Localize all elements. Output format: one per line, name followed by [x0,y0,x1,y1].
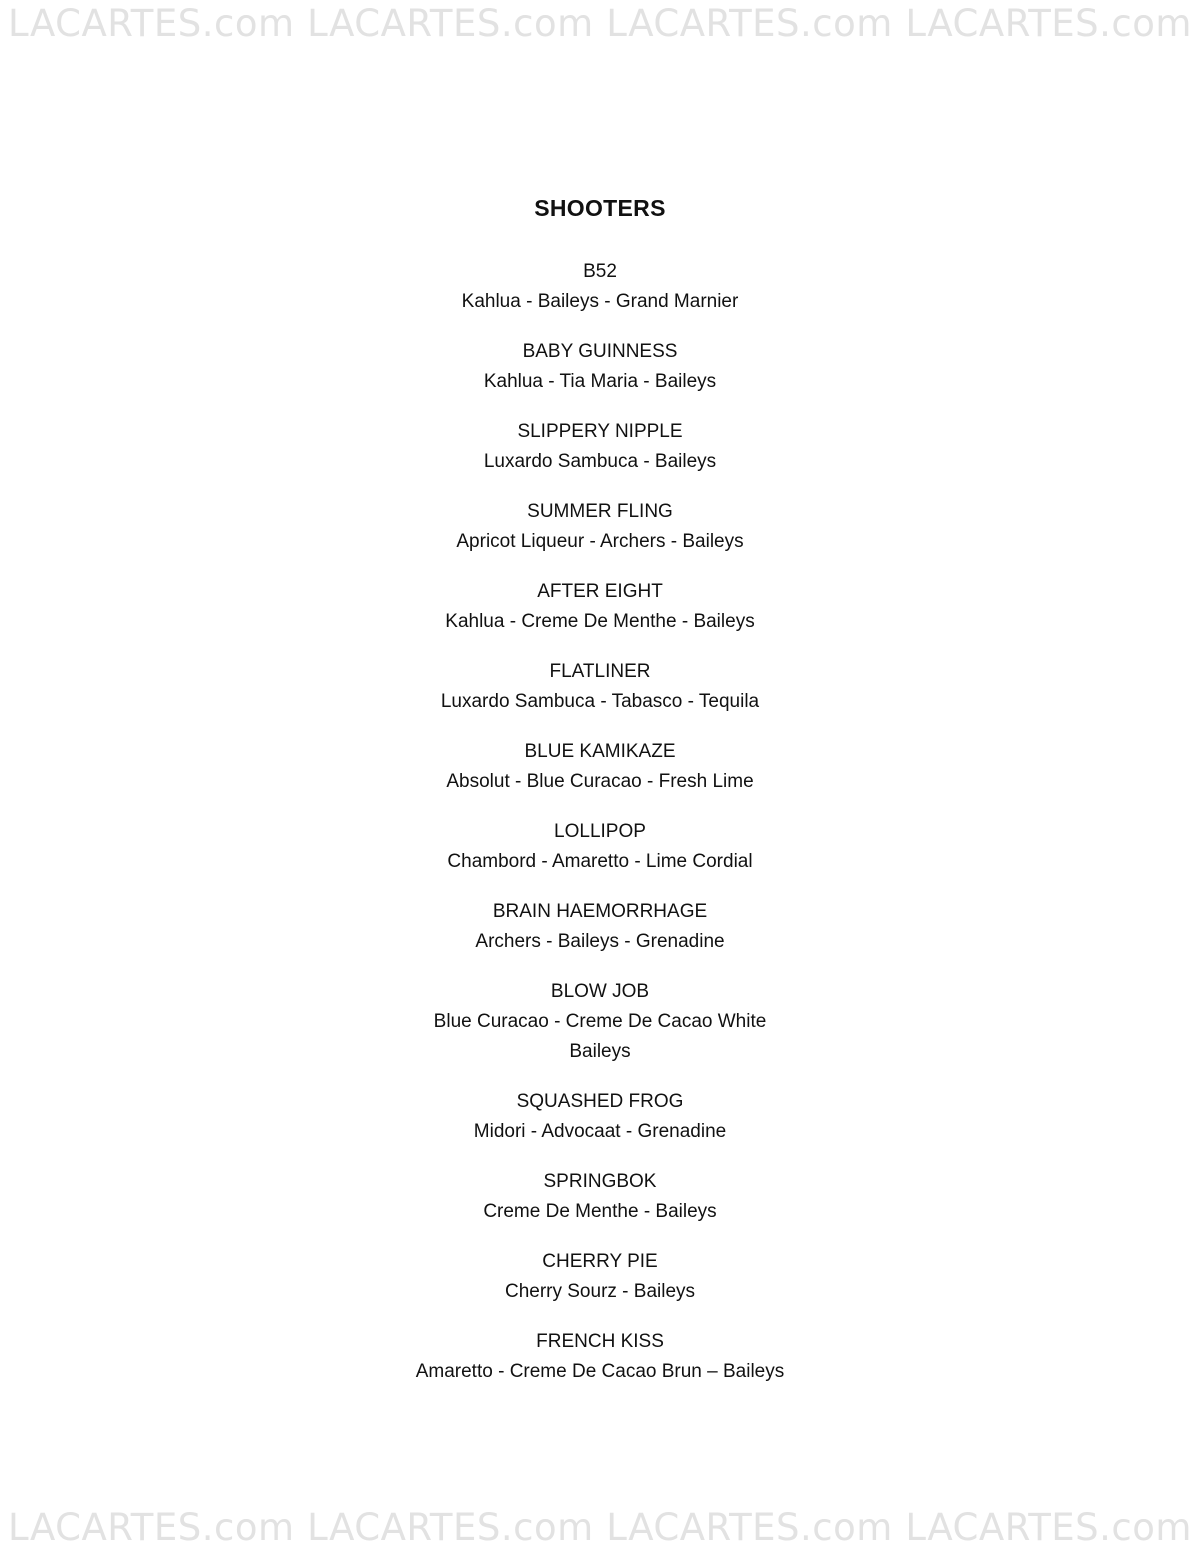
item-ingredients: Kahlua - Creme De Menthe - Baileys [445,611,755,632]
item-ingredients: Amaretto - Creme De Cacao Brun – Baileys [415,1361,785,1382]
watermark-text: LACARTES.com [606,1506,893,1549]
item-name: BABY GUINNESS [522,341,678,362]
menu-item [0,257,1200,317]
menu-item [0,897,1200,957]
item-name: SPRINGBOK [543,1171,657,1192]
item-ingredients: Kahlua - Baileys - Grand Marnier [461,291,739,312]
item-ingredients: Creme De Menthe - Baileys [483,1201,717,1222]
item-ingredients: Chambord - Amaretto - Lime Cordial [447,851,753,872]
menu-item [0,417,1200,477]
item-name: B52 [583,261,617,282]
watermark-text: LACARTES.com [905,1506,1192,1549]
menu-item [0,977,1200,1067]
watermark-top [0,2,1200,45]
item-name: SUMMER FLING [527,501,673,522]
item-name: BLOW JOB [550,981,650,1002]
item-ingredients: Luxardo Sambuca - Tabasco - Tequila [440,691,760,712]
menu-item [0,657,1200,717]
menu-item [0,497,1200,557]
item-ingredients: Blue Curacao - Creme De Cacao White [433,1011,767,1032]
item-ingredients: Cherry Sourz - Baileys [504,1281,696,1302]
watermark-text: LACARTES.com [8,1506,295,1549]
menu-title: SHOOTERS [534,195,666,221]
watermark-text: LACARTES.com [307,2,594,45]
item-name: SQUASHED FROG [516,1091,684,1112]
watermark-bottom [0,1506,1200,1549]
menu-item [0,1087,1200,1147]
item-name: FRENCH KISS [536,1331,664,1352]
item-ingredients: Kahlua - Tia Maria - Baileys [483,371,717,392]
item-name: SLIPPERY NIPPLE [517,421,683,442]
item-name: BLUE KAMIKAZE [524,741,676,762]
menu-item [0,1327,1200,1387]
item-name: AFTER EIGHT [537,581,663,602]
item-ingredients: Midori - Advocaat - Grenadine [473,1121,727,1142]
menu-item [0,1167,1200,1227]
item-name: BRAIN HAEMORRHAGE [492,901,708,922]
watermark-text: LACARTES.com [8,2,295,45]
menu-item [0,1247,1200,1307]
item-ingredients: Absolut - Blue Curacao - Fresh Lime [446,771,754,792]
item-ingredients: Apricot Liqueur - Archers - Baileys [456,531,744,552]
item-name: CHERRY PIE [542,1251,658,1272]
watermark-text: LACARTES.com [606,2,893,45]
item-ingredients: Baileys [569,1041,631,1062]
menu-item [0,817,1200,877]
item-ingredients: Archers - Baileys - Grenadine [475,931,725,952]
menu-item [0,337,1200,397]
watermark-text: LACARTES.com [905,2,1192,45]
shooters-menu [0,191,1200,1407]
item-name: FLATLINER [549,661,651,682]
item-name: LOLLIPOP [554,821,646,842]
menu-item [0,577,1200,637]
watermark-text: LACARTES.com [307,1506,594,1549]
item-ingredients: Luxardo Sambuca - Baileys [483,451,717,472]
menu-item [0,737,1200,797]
